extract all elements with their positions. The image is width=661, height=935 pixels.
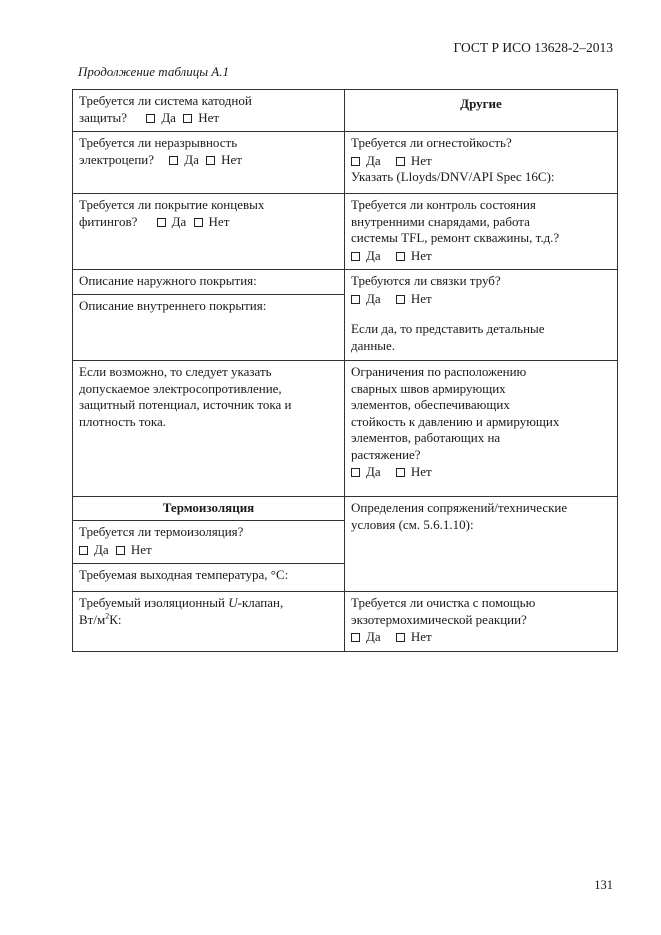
- no-checkbox[interactable]: [396, 295, 405, 304]
- no-label: Нет: [410, 247, 432, 263]
- no-label: Нет: [130, 541, 152, 557]
- continuity-cell: [73, 132, 345, 194]
- inner-coating-cell: [73, 295, 345, 361]
- field-label: -клапан,: [237, 595, 284, 610]
- end-fitting-coating-cell: [73, 194, 345, 270]
- field-label: условия (см. 5.6.1.10):: [351, 516, 474, 532]
- other-header-cell: [345, 90, 618, 132]
- yes-label: Да: [366, 247, 381, 263]
- field-label: Определения сопряжений/технические: [351, 500, 568, 515]
- question-text: Требуются ли связки труб?: [351, 273, 501, 288]
- question-text: Требуется ли покрытие концевых: [79, 197, 265, 212]
- question-text: Указать (Lloyds/DNV/API Spec 16C):: [351, 169, 555, 184]
- pigging-cell: [345, 194, 618, 270]
- unit-exponent: 2: [105, 611, 110, 621]
- field-label: допускаемое электросопротивление,: [79, 380, 282, 396]
- table-row: [73, 132, 618, 194]
- interface-definitions-cell: [345, 497, 618, 592]
- question-text: элементов, обеспечивающих: [351, 397, 510, 412]
- field-label: защитный потенциал, источник тока и: [79, 397, 292, 412]
- unit-label: Вт/м: [79, 611, 106, 627]
- no-checkbox[interactable]: [116, 546, 125, 555]
- field-label: Требуемая выходная температура, °С:: [79, 567, 289, 582]
- yes-checkbox[interactable]: [146, 114, 155, 123]
- no-checkbox[interactable]: [206, 156, 215, 165]
- no-checkbox[interactable]: [396, 468, 405, 477]
- question-text: системы TFL, ремонт скважины, т.д.?: [351, 230, 560, 245]
- no-label: Нет: [198, 109, 220, 125]
- no-checkbox[interactable]: [396, 633, 405, 642]
- yes-label: Да: [184, 151, 199, 167]
- exothermic-cleaning-cell: [345, 592, 618, 652]
- requirements-table: [72, 89, 618, 652]
- question-text: Ограничения по расположению: [351, 364, 527, 379]
- yes-checkbox[interactable]: [351, 157, 360, 166]
- field-label: Требуемый изоляционный: [79, 595, 229, 610]
- table-row: [73, 592, 618, 652]
- unit-label: К:: [109, 611, 122, 627]
- electrical-params-cell: [73, 361, 345, 497]
- document-code: ГОСТ Р ИСО 13628-2–2013: [453, 40, 613, 55]
- page-number: 131: [594, 878, 613, 892]
- yes-label: Да: [366, 464, 381, 479]
- yes-label: Да: [171, 213, 187, 229]
- outer-coating-cell: [73, 270, 345, 295]
- question-text: экзотермохимической реакции?: [351, 611, 527, 627]
- no-label: Нет: [410, 152, 432, 168]
- cathodic-protection-cell: [73, 90, 345, 132]
- table-row: [73, 361, 618, 497]
- question-text: данные.: [351, 337, 396, 353]
- question-text: Требуется ли очистка с помощью: [351, 595, 536, 610]
- thermal-insulation-header-cell: [73, 497, 345, 521]
- outlet-temperature-cell: [73, 564, 345, 592]
- yes-checkbox[interactable]: [351, 295, 360, 304]
- no-label: Нет: [410, 464, 432, 479]
- table-continuation-title: Продолжение таблицы А.1: [78, 64, 229, 79]
- yes-label: Да: [161, 109, 176, 125]
- field-label: Описание наружного покрытия:: [79, 273, 257, 288]
- field-label: Описание внутреннего покрытия:: [79, 298, 267, 313]
- question-text: Требуется ли огнестойкость?: [351, 135, 512, 150]
- question-text: Требуется ли термоизоляция?: [79, 524, 244, 539]
- field-label: Если возможно, то следует указать: [79, 364, 272, 379]
- table-row: [73, 90, 618, 132]
- question-text: Если да, то представить детальные: [351, 321, 545, 336]
- question-text: элементов, работающих на: [351, 430, 501, 445]
- yes-label: Да: [94, 541, 109, 557]
- question-text: сварных швов армирующих: [351, 380, 506, 396]
- no-label: Нет: [208, 213, 230, 229]
- no-checkbox[interactable]: [396, 252, 405, 261]
- no-label: Нет: [410, 290, 432, 306]
- question-text: Требуется ли система катодной: [79, 93, 252, 108]
- yes-label: Да: [366, 290, 381, 306]
- table-row: [73, 497, 618, 521]
- yes-checkbox[interactable]: [169, 156, 178, 165]
- table-row: [73, 270, 618, 295]
- no-label: Нет: [410, 629, 432, 644]
- question-text: внутренними снарядами, работа: [351, 213, 530, 229]
- yes-label: Да: [366, 152, 381, 168]
- question-text: защиты?: [79, 109, 128, 125]
- question-text: фитингов?: [79, 213, 138, 229]
- yes-checkbox[interactable]: [157, 218, 166, 227]
- no-checkbox[interactable]: [396, 157, 405, 166]
- question-text: Требуется ли неразрывность: [79, 135, 238, 150]
- fire-resistance-cell: [345, 132, 618, 194]
- question-text: электроцепи?: [79, 151, 154, 167]
- yes-checkbox[interactable]: [351, 252, 360, 261]
- yes-checkbox[interactable]: [79, 546, 88, 555]
- weld-position-cell: [345, 361, 618, 497]
- no-checkbox[interactable]: [183, 114, 192, 123]
- question-text: Требуется ли контроль состояния: [351, 197, 536, 212]
- pipe-bundle-cell: [345, 270, 618, 361]
- question-text: стойкость к давлению и армирующих: [351, 413, 560, 429]
- no-checkbox[interactable]: [194, 218, 203, 227]
- yes-label: Да: [366, 629, 381, 644]
- no-label: Нет: [221, 151, 242, 167]
- yes-checkbox[interactable]: [351, 468, 360, 477]
- table-row: [73, 194, 618, 270]
- section-header-thermal-insulation: Термоизоляция: [162, 500, 255, 515]
- u-symbol: U: [228, 595, 238, 610]
- field-label: плотность тока.: [79, 413, 167, 429]
- insulation-u-value-cell: [73, 592, 345, 652]
- yes-checkbox[interactable]: [351, 633, 360, 642]
- section-header-other: Другие: [460, 96, 502, 111]
- thermal-insulation-question-cell: [73, 521, 345, 564]
- question-text: растяжение?: [351, 446, 421, 462]
